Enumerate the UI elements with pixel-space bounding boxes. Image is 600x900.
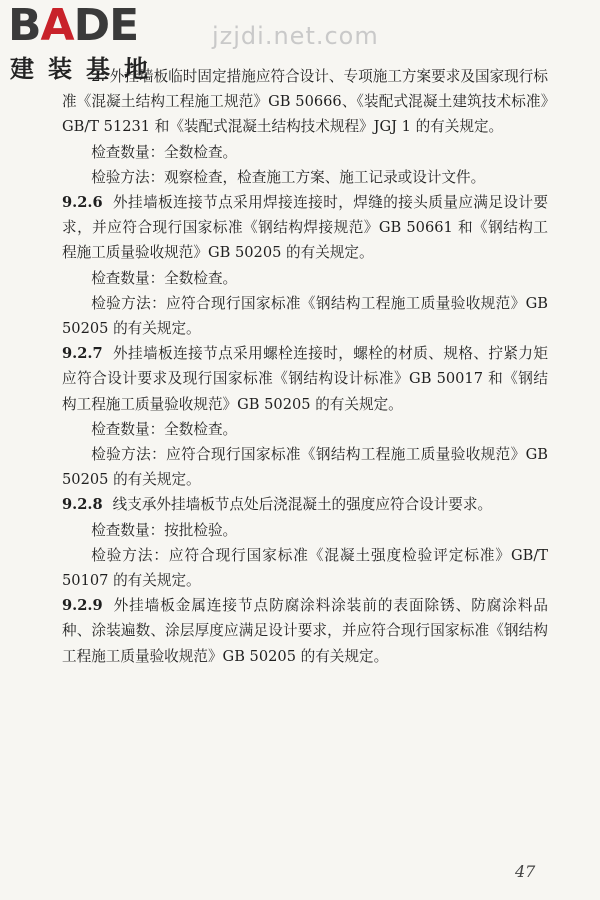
- inspection-quantity: 检查数量：全数检查。: [91, 420, 238, 438]
- clause-paragraph: 2. 外挂墙板临时固定措施应符合设计、专项施工方案要求及国家现行标准《混凝土结构工程施工规范》GB 50666、《装配式混凝土建筑技术标准》GB/T 51231 和《装配式混凝土结构技术规程》JGJ 1 的有关规定。: [62, 68, 548, 136]
- clause-number: 9.2.6: [62, 194, 103, 212]
- page-number: 47: [515, 862, 536, 881]
- document-body: [62, 64, 548, 669]
- watermark: jzjdi.net.com: [212, 22, 379, 50]
- clause-number: 9.2.7: [62, 345, 103, 363]
- logo-main-text: BADE: [8, 0, 139, 51]
- inspection-method: 检验方法：观察检查，检查施工方案、施工记录或设计文件。: [91, 168, 486, 186]
- inspection-quantity: 检查数量：全数检查。: [91, 269, 238, 287]
- clause-number: 9.2.9: [62, 597, 103, 615]
- inspection-method: 检验方法：应符合现行国家标准《钢结构工程施工质量验收规范》GB 50205 的有关规定。: [62, 446, 548, 489]
- inspection-method: 检验方法：应符合现行国家标准《钢结构工程施工质量验收规范》GB 50205 的有关规定。: [62, 294, 548, 338]
- inspection-quantity: 检查数量：按批检验。: [91, 521, 238, 539]
- clause-9-2-6: 9.2.6 外挂墙板连接节点采用焊接连接时，焊缝的接头质量应满足设计要求，并应符合现行国家标准《钢结构焊接规范》GB 50661 和《钢结构工程施工质量验收规范》GB 50205 的有关规定。: [62, 194, 548, 262]
- logo-sub-text: 建装基地: [10, 55, 162, 83]
- inspection-method: 检验方法：应符合现行国家标准《混凝土强度检验评定标准》GB/T 50107 的有关规定。: [62, 546, 548, 590]
- clause-9-2-9: 9.2.9 外挂墙板金属连接节点防腐涂料涂装前的表面除锈、防腐涂料品种、涂装遍数、涂层厚度应满足设计要求，并应符合现行国家标准《钢结构工程施工质量验收规范》GB 50205 的有关规定。: [62, 597, 548, 665]
- inspection-quantity: 检查数量：全数检查。: [91, 143, 238, 161]
- clause-9-2-8: 9.2.8 线支承外挂墙板节点处后浇混凝土的强度应符合设计要求。: [62, 496, 493, 514]
- clause-9-2-7: 9.2.7 外挂墙板连接节点采用螺栓连接时，螺栓的材质、规格、拧紧力矩应符合设计要求及现行国家标准《钢结构设计标准》GB 50017 和《钢结构工程施工质量验收规范》GB 50205 的有关规定。: [62, 345, 548, 413]
- clause-number: 9.2.8: [62, 496, 103, 514]
